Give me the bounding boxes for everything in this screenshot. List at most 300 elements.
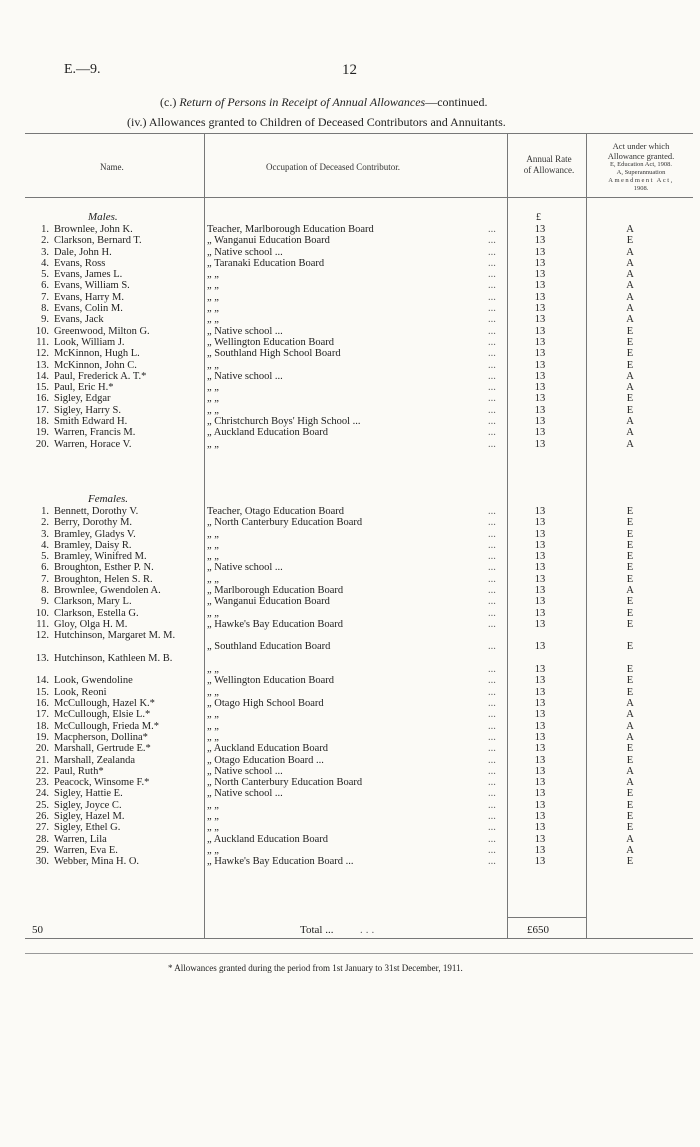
row-act: A <box>626 720 634 732</box>
row-act: A <box>626 303 634 315</box>
row-occupation: „ Native school ... <box>207 765 283 777</box>
row-leader-dots: ... <box>488 416 496 428</box>
row-act: E <box>626 551 634 563</box>
row-act: A <box>626 438 634 450</box>
row-number: 22. <box>35 765 49 777</box>
row-name: Paul, Ruth* <box>54 765 104 777</box>
row-number: 10. <box>35 607 49 619</box>
row-occupation: „ North Canterbury Education Board <box>207 777 363 789</box>
row-rate: 13 <box>534 517 546 529</box>
row-rate: 13 <box>534 562 546 574</box>
table-row <box>0 574 700 585</box>
row-name: Dale, John H. <box>54 246 112 258</box>
row-occupation: Teacher, Otago Education Board <box>207 506 345 517</box>
table-row <box>0 371 700 382</box>
row-number: 1. <box>41 506 49 517</box>
row-name: Clarkson, Bernard T. <box>54 235 142 247</box>
row-act: E <box>626 393 634 405</box>
table-row <box>0 755 700 766</box>
row-rate: 13 <box>534 235 546 247</box>
column-header-act-line1: Act under which <box>612 141 670 151</box>
column-header-act-line6: 1908. <box>633 185 649 192</box>
row-rate: 13 <box>534 663 546 675</box>
table-row <box>0 732 700 743</box>
column-header-rate <box>514 154 584 176</box>
row-act: E <box>626 822 634 834</box>
row-number: 11. <box>36 618 49 630</box>
row-occupation: „ „ <box>207 404 219 416</box>
row-number: 26. <box>35 811 49 823</box>
row-rate: 13 <box>534 551 546 563</box>
row-rate: 13 <box>534 359 546 371</box>
table-row <box>0 540 700 551</box>
row-occupation: „ „ <box>207 539 219 551</box>
row-occupation: „ Otago High School Board <box>207 698 324 710</box>
footnote: * Allowances granted during the period from 1st January to 31st December, 1911. <box>168 963 463 973</box>
row-act: E <box>626 562 634 574</box>
table-row <box>0 551 700 562</box>
row-act: E <box>626 607 634 619</box>
row-occupation: „ Auckland Education Board <box>207 833 329 845</box>
table-row <box>0 427 700 438</box>
column-header-rate-line2: of Allowance. <box>523 165 575 175</box>
row-number: 2. <box>41 235 49 247</box>
row-name: Look, Gwendoline <box>54 675 133 687</box>
row-occupation: „ „ <box>207 314 219 326</box>
table-row <box>0 405 700 416</box>
section-title-text: Return of Persons in Receipt of Annual Allowances <box>179 95 426 109</box>
row-name: McCullough, Elsie L.* <box>54 709 151 721</box>
row-number: 10. <box>35 325 49 337</box>
row-leader-dots: ... <box>488 799 496 811</box>
row-act: A <box>626 280 634 292</box>
column-header-act-line5: Amendment Act, <box>608 177 674 184</box>
row-occupation: „ Wellington Education Board <box>207 675 334 687</box>
section-prefix: (c.) <box>160 95 177 109</box>
row-leader-dots: ... <box>488 438 496 450</box>
row-name: Sigley, Joyce C. <box>54 799 122 811</box>
row-leader-dots: ... <box>488 393 496 405</box>
table-row <box>0 506 700 517</box>
table-row <box>0 777 700 788</box>
row-act: E <box>626 336 634 348</box>
row-name: Broughton, Helen S. R. <box>54 573 153 585</box>
row-occupation: „ „ <box>207 280 219 292</box>
row-leader-dots: ... <box>488 539 496 551</box>
row-name: Greenwood, Milton G. <box>54 325 150 337</box>
row-name: McKinnon, Hugh L. <box>54 348 140 360</box>
row-act: A <box>626 427 634 439</box>
row-rate: 13 <box>534 348 546 360</box>
row-act: A <box>626 416 634 428</box>
row-name: Hutchinson, Kathleen M. B. <box>54 652 173 664</box>
row-leader-dots: ... <box>488 269 496 281</box>
row-act: E <box>626 618 634 630</box>
row-number: 5. <box>41 551 49 563</box>
row-leader-dots: ... <box>488 607 496 619</box>
row-occupation: „ Native school ... <box>207 246 283 258</box>
row-leader-dots: ... <box>488 404 496 416</box>
row-leader-dots: ... <box>488 675 496 687</box>
row-name: Paul, Eric H.* <box>54 382 114 394</box>
row-number: 23. <box>35 777 49 789</box>
row-number: 20. <box>35 743 49 755</box>
row-act: A <box>626 585 634 597</box>
row-number: 28. <box>35 833 49 845</box>
row-number: 17. <box>35 709 49 721</box>
row-rate: 13 <box>534 777 546 789</box>
row-number: 14. <box>35 370 49 382</box>
row-name: Evans, Jack <box>54 314 104 326</box>
row-rate: 13 <box>534 822 546 834</box>
row-act: E <box>626 596 634 608</box>
row-occupation: „ Auckland Education Board <box>207 743 329 755</box>
males-label: Males. <box>88 211 118 223</box>
row-rate: 13 <box>534 686 546 698</box>
row-number: 27. <box>35 822 49 834</box>
row-occupation: „ Taranaki Education Board <box>207 257 325 269</box>
row-act: A <box>626 698 634 710</box>
table-row <box>0 822 700 833</box>
row-rate: 13 <box>534 427 546 439</box>
row-occupation: „ Wanganui Education Board <box>207 596 330 608</box>
row-rate: 13 <box>534 257 546 269</box>
row-number: 9. <box>41 314 49 326</box>
row-rate: 13 <box>534 303 546 315</box>
row-name: Peacock, Winsome F.* <box>54 777 150 789</box>
row-number: 21. <box>35 754 49 766</box>
row-rate: 13 <box>534 291 546 303</box>
row-name: Evans, Harry M. <box>54 291 124 303</box>
row-name: McCullough, Frieda M.* <box>54 720 159 732</box>
table-top-rule <box>25 133 693 134</box>
row-occupation: „ Wanganui Education Board <box>207 235 330 247</box>
row-act: A <box>626 709 634 721</box>
table-row <box>0 235 700 246</box>
row-name: Smith Edward H. <box>54 416 128 428</box>
row-occupation: „ „ <box>207 799 219 811</box>
row-number: 9. <box>41 596 49 608</box>
row-name: Bramley, Gladys V. <box>54 528 136 540</box>
row-rate: 13 <box>534 528 546 540</box>
currency-symbol: £ <box>536 212 541 223</box>
column-header-rate-line1: Annual Rate <box>526 154 572 164</box>
table-row <box>0 619 700 630</box>
row-rate: 13 <box>534 607 546 619</box>
row-number: 14. <box>35 675 49 687</box>
table-row <box>0 811 700 822</box>
row-occupation: „ „ <box>207 709 219 721</box>
table-header-rule <box>25 197 693 198</box>
table-row <box>0 687 700 698</box>
row-number: 7. <box>41 573 49 585</box>
row-name: Sigley, Edgar <box>54 393 111 405</box>
row-number: 12. <box>35 630 49 642</box>
row-rate: 13 <box>534 765 546 777</box>
row-name: Marshall, Zealanda <box>54 754 136 766</box>
row-act: A <box>626 314 634 326</box>
row-act: E <box>626 528 634 540</box>
row-number: 18. <box>35 416 49 428</box>
row-rate: 13 <box>534 811 546 823</box>
row-act: A <box>626 731 634 743</box>
row-leader-dots: ... <box>488 720 496 732</box>
row-rate: 13 <box>534 336 546 348</box>
table-row <box>0 382 700 393</box>
table-row <box>0 596 700 607</box>
row-occupation: „ Wellington Education Board <box>207 336 334 348</box>
row-name: Evans, Ross <box>54 257 106 269</box>
row-act: E <box>626 743 634 755</box>
column-header-act-line3: E, Education Act, 1908. <box>609 161 673 168</box>
row-act: E <box>626 663 634 675</box>
row-leader-dots: ... <box>488 641 496 653</box>
row-occupation: „ North Canterbury Education Board <box>207 517 363 529</box>
row-number: 13. <box>35 652 49 664</box>
row-occupation: „ Southland High School Board <box>207 348 341 360</box>
row-occupation: „ Hawke's Bay Education Board ... <box>207 856 354 868</box>
row-act: E <box>626 573 634 585</box>
row-leader-dots: ... <box>488 562 496 574</box>
row-rate: 13 <box>534 438 546 450</box>
table-row <box>0 247 700 258</box>
row-name: Look, Reoni <box>54 686 107 698</box>
row-leader-dots: ... <box>488 573 496 585</box>
row-leader-dots: ... <box>488 731 496 743</box>
table-row <box>0 517 700 528</box>
row-name: Look, William J. <box>54 336 125 348</box>
row-leader-dots: ... <box>488 743 496 755</box>
column-header-act-line4: A, Superannuation <box>616 169 666 176</box>
row-leader-dots: ... <box>488 765 496 777</box>
row-number: 20. <box>35 438 49 450</box>
row-act: E <box>626 788 634 800</box>
row-occupation: „ „ <box>207 811 219 823</box>
row-rate: 13 <box>534 788 546 800</box>
row-number: 16. <box>35 698 49 710</box>
table-row <box>0 269 700 280</box>
row-number: 4. <box>41 539 49 551</box>
row-leader-dots: ... <box>488 382 496 394</box>
row-act: A <box>626 291 634 303</box>
row-rate: 13 <box>534 585 546 597</box>
row-act: E <box>626 811 634 823</box>
row-rate: 13 <box>534 856 546 868</box>
row-number: 15. <box>35 686 49 698</box>
row-name: McCullough, Hazel K.* <box>54 698 155 710</box>
row-occupation: „ „ <box>207 269 219 281</box>
row-occupation: „ Southland Education Board <box>207 641 331 653</box>
row-act: E <box>626 359 634 371</box>
table-row <box>0 224 700 235</box>
row-occupation: „ Native school ... <box>207 562 283 574</box>
row-act: A <box>626 370 634 382</box>
row-leader-dots: ... <box>488 833 496 845</box>
row-act: E <box>626 506 634 517</box>
row-leader-dots: ... <box>488 246 496 258</box>
row-occupation: „ „ <box>207 438 219 450</box>
row-occupation: „ „ <box>207 359 219 371</box>
row-rate: 13 <box>534 731 546 743</box>
row-number: 6. <box>41 562 49 574</box>
row-number: 25. <box>35 799 49 811</box>
row-rate: 13 <box>534 573 546 585</box>
row-occupation: „ Marlborough Education Board <box>207 585 344 597</box>
row-name: Warren, Horace V. <box>54 438 132 450</box>
row-rate: 13 <box>534 844 546 856</box>
table-row <box>0 393 700 404</box>
column-header-act <box>588 141 694 193</box>
row-leader-dots: ... <box>488 427 496 439</box>
row-name: Evans, James L. <box>54 269 123 281</box>
row-leader-dots: ... <box>488 280 496 292</box>
section-title <box>160 95 488 110</box>
table-row <box>0 280 700 291</box>
table-row <box>0 348 700 359</box>
table-row <box>0 800 700 811</box>
row-name: Bennett, Dorothy V. <box>54 506 139 517</box>
row-leader-dots: ... <box>488 506 496 517</box>
row-rate: 13 <box>534 596 546 608</box>
females-table <box>0 506 700 868</box>
row-rate: 13 <box>534 314 546 326</box>
row-name: Evans, William S. <box>54 280 130 292</box>
row-leader-dots: ... <box>488 325 496 337</box>
row-number: 19. <box>35 427 49 439</box>
row-name: Sigley, Hazel M. <box>54 811 125 823</box>
page-number: 12 <box>342 62 357 78</box>
row-name: Brownlee, John K. <box>54 224 133 235</box>
row-leader-dots: ... <box>488 314 496 326</box>
row-occupation: „ „ <box>207 393 219 405</box>
males-table <box>0 224 700 450</box>
row-rate: 13 <box>534 799 546 811</box>
row-act: E <box>626 539 634 551</box>
row-rate: 13 <box>534 416 546 428</box>
table-row <box>0 834 700 845</box>
row-name: Webber, Mina H. O. <box>54 856 140 868</box>
row-occupation: „ Hawke's Bay Education Board <box>207 618 344 630</box>
row-number: 16. <box>35 393 49 405</box>
row-act: E <box>626 235 634 247</box>
row-leader-dots: ... <box>488 698 496 710</box>
table-row <box>0 314 700 325</box>
row-leader-dots: ... <box>488 370 496 382</box>
row-rate: 13 <box>534 743 546 755</box>
table-row <box>0 653 700 676</box>
row-name: Sigley, Hattie E. <box>54 788 123 800</box>
row-leader-dots: ... <box>488 663 496 675</box>
row-act: A <box>626 833 634 845</box>
row-leader-dots: ... <box>488 777 496 789</box>
row-act: E <box>626 686 634 698</box>
total-rule-top <box>508 917 586 918</box>
row-occupation: „ „ <box>207 663 219 675</box>
row-occupation: „ Christchurch Boys' High School ... <box>207 416 361 428</box>
row-occupation: „ „ <box>207 822 219 834</box>
total-label: Total ... <box>300 924 334 936</box>
row-leader-dots: ... <box>488 596 496 608</box>
row-leader-dots: ... <box>488 303 496 315</box>
row-act: A <box>626 257 634 269</box>
row-leader-dots: ... <box>488 618 496 630</box>
row-leader-dots: ... <box>488 844 496 856</box>
table-row <box>0 258 700 269</box>
table-row <box>0 360 700 371</box>
row-occupation: „ Native school ... <box>207 370 283 382</box>
row-name: Berry, Dorothy M. <box>54 517 133 529</box>
row-number: 1. <box>41 224 49 235</box>
row-leader-dots: ... <box>488 856 496 868</box>
row-rate: 13 <box>534 325 546 337</box>
table-row <box>0 856 700 867</box>
total-amount: £650 <box>527 924 549 936</box>
total-dots: ... <box>360 924 378 936</box>
row-occupation: „ „ <box>207 303 219 315</box>
row-leader-dots: ... <box>488 709 496 721</box>
row-name: Macpherson, Dollina* <box>54 731 148 743</box>
row-rate: 13 <box>534 246 546 258</box>
row-act: E <box>626 754 634 766</box>
table-bottom-rule <box>25 938 693 939</box>
row-name: Hutchinson, Margaret M. M. <box>54 630 176 642</box>
row-act: E <box>626 799 634 811</box>
table-row <box>0 416 700 427</box>
column-header-occupation: Occupation of Deceased Contributor. <box>266 162 400 172</box>
row-act: A <box>626 777 634 789</box>
row-rate: 13 <box>534 370 546 382</box>
row-occupation: „ Native school ... <box>207 788 283 800</box>
row-number: 13. <box>35 359 49 371</box>
row-act: A <box>626 269 634 281</box>
table-row <box>0 337 700 348</box>
table-row <box>0 439 700 450</box>
row-occupation: „ Otago Education Board ... <box>207 754 324 766</box>
page-header <box>0 62 700 82</box>
row-name: Paul, Frederick A. T.* <box>54 370 147 382</box>
row-number: 19. <box>35 731 49 743</box>
row-occupation: „ „ <box>207 844 219 856</box>
row-name: Clarkson, Estella G. <box>54 607 139 619</box>
row-number: 18. <box>35 720 49 732</box>
row-act: A <box>626 246 634 258</box>
row-occupation: „ „ <box>207 291 219 303</box>
row-rate: 13 <box>534 382 546 394</box>
row-name: Bramley, Daisy R. <box>54 539 132 551</box>
row-act: E <box>626 641 634 653</box>
row-rate: 13 <box>534 404 546 416</box>
row-occupation: „ „ <box>207 607 219 619</box>
row-name: Gloy, Olga H. M. <box>54 618 128 630</box>
row-number: 2. <box>41 517 49 529</box>
row-leader-dots: ... <box>488 336 496 348</box>
row-leader-dots: ... <box>488 257 496 269</box>
row-act: A <box>626 765 634 777</box>
row-number: 8. <box>41 303 49 315</box>
row-rate: 13 <box>534 754 546 766</box>
table-row <box>0 292 700 303</box>
row-occupation: „ „ <box>207 686 219 698</box>
table-row <box>0 845 700 856</box>
row-leader-dots: ... <box>488 235 496 247</box>
subsection-title: (iv.) Allowances granted to Children of Deceased Contributors and Annuitants. <box>127 115 506 129</box>
row-rate: 13 <box>534 269 546 281</box>
row-act: E <box>626 348 634 360</box>
row-act: E <box>626 404 634 416</box>
row-occupation: „ Native school ... <box>207 325 283 337</box>
row-leader-dots: ... <box>488 517 496 529</box>
table-row <box>0 698 700 709</box>
